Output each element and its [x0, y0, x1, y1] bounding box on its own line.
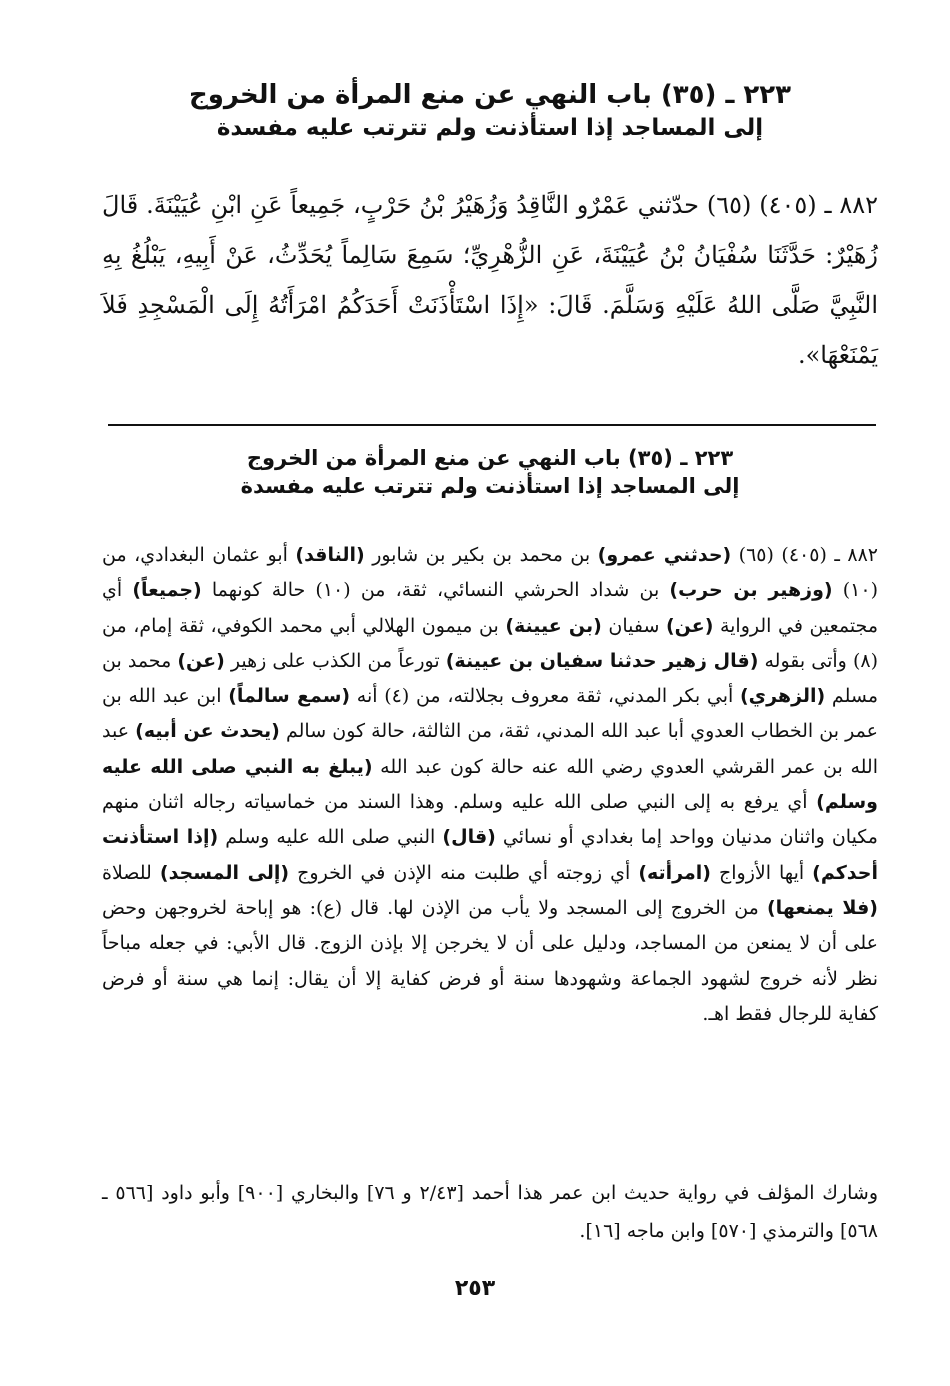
commentary-run: محمد بن مسلم [102, 649, 878, 708]
commentary-bold-phrase: (الزهري) [739, 685, 826, 708]
commentary-run: أيها الأزواج [710, 861, 813, 884]
commentary-bold-phrase: (يبلغ به النبي صلى الله عليه وسلم) [102, 755, 878, 814]
commentary-bold-phrase: (بن عيينة) [505, 614, 602, 637]
commentary-bold-phrase: (عن) [665, 614, 714, 637]
commentary-bold-phrase: (يحدث عن أبيه) [135, 720, 280, 743]
commentary-bold-phrase: (إذا استأذنت أحدكم) [102, 826, 878, 884]
commentary-run: النبي صلى الله عليه وسلم [218, 826, 443, 849]
hadith-text: ٨٨٢ ـ (٤٠٥) (٦٥) حدّثني عَمْرٌو النَّاقِدُ وَزُهَيْرُ بْنُ حَرْبٍ، جَمِيعاً عَنِ ابْنِ عُيَيْنَةَ. قَالَ زُهَيْرٌ: حَدَّثَنَا سُفْيَانُ بْنُ عُيَيْنَةَ، عَنِ الزُّهْرِيِّ؛ سَمِعَ سَالِماً يُحَدِّثُ، عَنْ أَبِيهِ، يَبْلُغُ بِهِ النَّبِيَّ صَلَّى اللهُ عَلَيْهِ وَسَلَّمَ. قَالَ: «إِذَا اسْتَأْذَنَتْ أَحَدَكُمُ امْرَأَتُهُ إِلَى الْمَسْجِدِ فَلاَ يَمْنَعْهَا». [102, 191, 878, 369]
commentary-bold-phrase: (سمع سالماً) [228, 685, 351, 708]
section-divider [108, 424, 876, 426]
commentary-bold-phrase: (حدثني عمرو) [597, 544, 732, 566]
bottom-heading-line1: ٢٢٣ ـ (٣٥) باب النهي عن منع المرأة من الخروج [246, 446, 734, 470]
commentary-bold-phrase: (وزهير بن حرب) [669, 579, 833, 602]
commentary-run: أي يرفع به إلى النبي صلى الله عليه وسلم. وهذا السند من خماسياته رجاله اثنان منهم مكيان واثنان مدنيان وواحد إما بغدادي أو نسائي [102, 791, 878, 849]
commentary-run: أي زوجته أي طلبت منه الإذن في الخروج [289, 861, 639, 884]
commentary-bold-phrase: (عن) [177, 649, 225, 672]
commentary-bold-phrase: (قال زهير حدثنا سفيان بن عيينة) [445, 649, 759, 672]
commentary-run: سفيان [601, 614, 666, 637]
bottom-heading-line2: إلى المساجد إذا استأذنت ولم تترتب عليه مفسدة [240, 474, 740, 499]
commentary-run: ابن عبد الله بن عمر بن الخطاب العدوي أبا عبد الله المدني، ثقة، من الثالثة، حالة كون سالم [102, 685, 878, 743]
commentary-run: بن شداد الحرشي النسائي، ثقة، من (١٠) حالة كونهما [201, 579, 670, 602]
commentary-bold-phrase: (الناقد) [295, 544, 365, 566]
commentary-run: أبي بكر المدني، ثقة معروف بجلالته، من (٤) أنه [350, 685, 740, 708]
page-number: ٢٥٣ [454, 1276, 496, 1301]
top-heading-line2: إلى المساجد إذا استأذنت ولم تترتب عليه مفسدة [216, 115, 764, 142]
commentary-run: تورعاً من الكذب على زهير [224, 649, 446, 672]
commentary-run: للصلاة [102, 861, 160, 884]
bottom-chapter-heading [102, 444, 878, 501]
commentary-bold-phrase: (امرأته) [638, 861, 711, 884]
commentary-run: ٨٨٢ ـ (٤٠٥) (٦٥) [731, 544, 878, 566]
sharak-text: وشارك المؤلف في رواية حديث ابن عمر هذا أحمد [٢/٤٣ و ٧٦] والبخاري [٩٠٠] وأبو داود [٥٦٦ ـ ٥٦٨] والترمذي [٥٧٠] وابن ماجه [١٦]. [102, 1182, 878, 1242]
top-heading-line1: ٢٢٣ ـ (٣٥) باب النهي عن منع المرأة من الخروج [188, 80, 792, 110]
commentary-text [102, 538, 878, 1032]
commentary-run: بن محمد بن بكير بن شابور [364, 544, 598, 566]
top-chapter-heading [102, 78, 878, 144]
commentary-run: عبد الله بن عمر القرشي العدوي رضي الله عنه حالة كون عبد الله [102, 720, 878, 778]
commentary-run: أي مجتمعين في الرواية [102, 579, 878, 637]
commentary-run: من الخروج إلى المسجد ولا يأب من الإذن لها. قال (ع): هو إباحة لخروجهن وحض على أن لا يمنعن من المساجد، ودليل على أن لا يخرجن إلا بإذن الزوج. قال الأبي: في جعله مباحاً نظر لأنه خروج لشهود الجماعة وشهودها سنة أو فرض كفاية إلا أن يقال: إنما هي سنة أو فرض كفاية للرجال فقط اهـ. [102, 896, 878, 1025]
commentary-run: بن ميمون الهلالي أبي محمد الكوفي، ثقة إمام، من (٨) وأتى بقوله [102, 614, 879, 672]
commentary-bold-phrase: (إلى المسجد) [159, 861, 290, 884]
commentary-run: أبو عثمان البغدادي، من (١٠) [102, 544, 878, 602]
commentary-bold-phrase: (فلا يمنعها) [767, 896, 878, 919]
commentary-bold-phrase: (جميعاً) [132, 579, 202, 602]
commentary-bold-phrase: (قال) [442, 826, 496, 849]
